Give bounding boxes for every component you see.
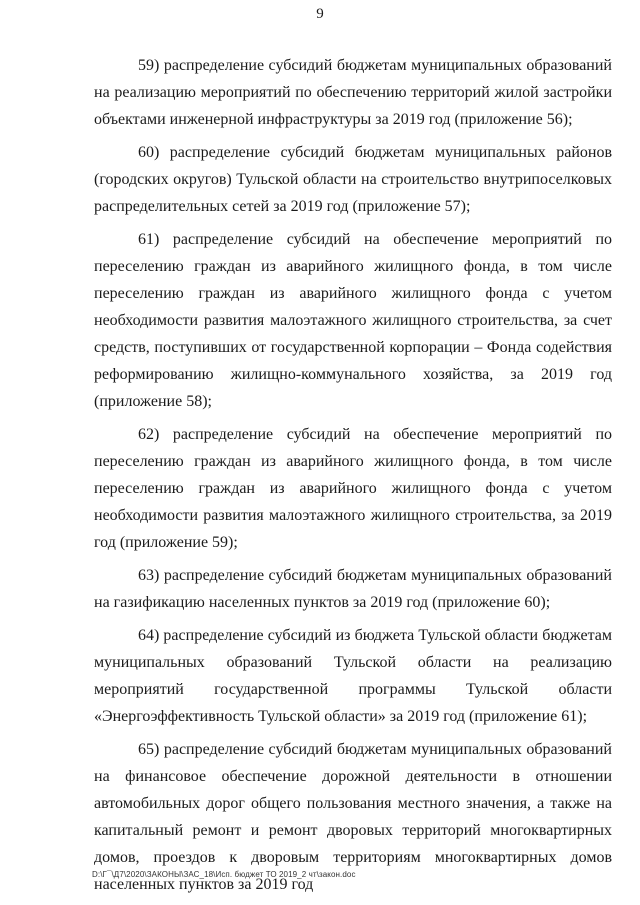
footer-file-path: D:\Г¯\Д7\2020\ЗАКОНЫ\ЗАС_18\Исп. бюджет ТО 2019_2 чт\закон.doc <box>92 870 356 879</box>
paragraph-65: 65) распределение субсидий бюджетам муниципальных образований на финансовое обеспечение дорожной деятельности в отношении автомобильных дорог общего пользования местного значения, а также на капитальный ремонт и ремонт дворовых территорий многоквартирных домов, проездов к дворовым территориям многоквартирных домов населенных пунктов за 2019 год <box>94 741 612 893</box>
paragraph-63: 63) распределение субсидий бюджетам муниципальных образований на газификацию населенных пунктов за 2019 год (приложение 60); <box>94 567 612 611</box>
paragraph-64: 64) распределение субсидий из бюджета Тульской области бюджетам муниципальных образований Тульской области на реализацию мероприятий государственной программы Тульской области «Энергоэффективность Тульской области» за 2019 год (приложение 61); <box>94 627 612 725</box>
paragraph-60: 60) распределение субсидий бюджетам муниципальных районов (городских округов) Тульской области на строительство внутрипоселковых распределительных сетей за 2019 год (приложение 57); <box>94 144 612 215</box>
paragraph-59: 59) распределение субсидий бюджетам муниципальных образований на реализацию мероприятий по обеспечению территорий жилой застройки объектами инженерной инфраструктуры за 2019 год (приложение 56); <box>94 57 612 128</box>
page-number: 9 <box>316 6 324 22</box>
paragraph-62: 62) распределение субсидий на обеспечение мероприятий по переселению граждан из аварийного жилищного фонда, в том числе переселению граждан из аварийного жилищного фонда с учетом необходимости развития малоэтажного жилищного строительства, за 2019 год (приложение 59); <box>94 426 612 551</box>
paragraph-61: 61) распределение субсидий на обеспечение мероприятий по переселению граждан из аварийного жилищного фонда, в том числе переселению граждан из аварийного жилищного фонда с учетом необходимости развития малоэтажного жилищного строительства, за счет средств, поступивших от государственной корпорации – Фонда содействия реформированию жилищно-коммунального хозяйства, за 2019 год (приложение 58); <box>94 231 612 410</box>
document-body <box>94 52 612 898</box>
